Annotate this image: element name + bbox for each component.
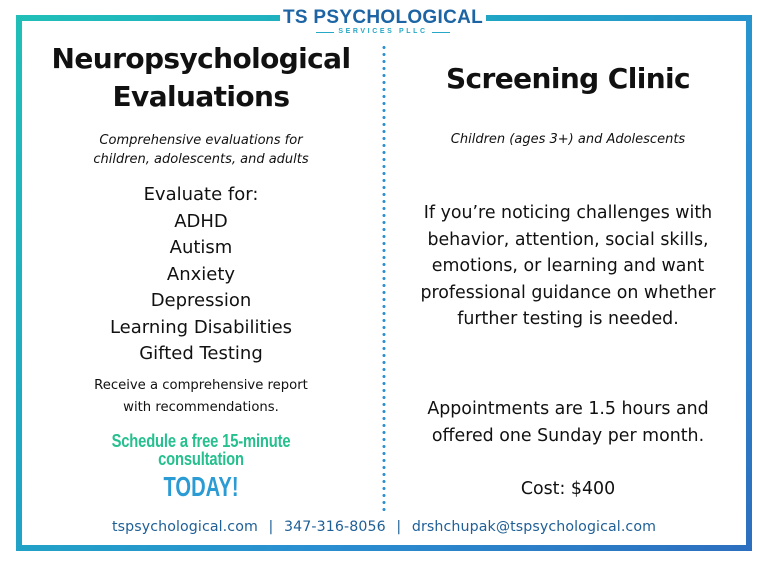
screening-title-text: Screening Clinic xyxy=(445,62,691,95)
screening-subtitle xyxy=(400,130,736,149)
website-link[interactable]: tspsychological.com xyxy=(111,519,258,535)
neuropsych-subtitle-line1: Comprehensive evaluations for xyxy=(99,133,303,148)
report-line2: with recommendations. xyxy=(123,400,279,415)
evaluate-list xyxy=(40,209,362,368)
evaluate-heading: Evaluate for: xyxy=(143,184,259,205)
evaluate-item-adhd: ADHD xyxy=(174,210,228,232)
appointments-info xyxy=(400,396,736,449)
cta-line1: Schedule a free 15-minute xyxy=(111,431,291,451)
evaluate-item-anxiety: Anxiety xyxy=(166,263,236,285)
cta-line2: consultation xyxy=(158,449,244,469)
footer-separator-1: | xyxy=(268,519,274,535)
screening-desc-line4: professional guidance on whether xyxy=(420,282,716,303)
email-link[interactable]: drshchupak@tspsychological.com xyxy=(411,519,657,535)
screening-desc-line5: further testing is needed. xyxy=(457,309,679,329)
screening-desc-line3: emotions, or learning and want xyxy=(431,256,705,276)
neuropsych-subtitle xyxy=(40,131,362,169)
brand-sub: SERVICES PLLC xyxy=(338,28,428,35)
screening-subtitle-text: Children (ages 3+) and Adolescents xyxy=(450,132,686,147)
appointments-line2: offered one Sunday per month. xyxy=(431,425,705,446)
screening-desc-line2: behavior, attention, social skills, xyxy=(427,229,709,250)
evaluate-item-learning-disabilities: Learning Disabilities xyxy=(109,316,293,338)
contact-footer xyxy=(0,519,768,535)
screening-desc-line1: If you’re noticing challenges with xyxy=(423,203,713,223)
brand-name: TS PSYCHOLOGICAL xyxy=(282,7,484,28)
cost-info xyxy=(400,476,736,503)
report-note xyxy=(40,375,362,419)
appointments-line1: Appointments are 1.5 hours and xyxy=(427,399,709,419)
evaluate-for-section xyxy=(40,182,362,368)
report-line1: Receive a comprehensive report xyxy=(94,378,308,393)
brand-logo xyxy=(280,5,486,37)
cta-today: TODAY! xyxy=(163,471,239,502)
cost-text: Cost: $400 xyxy=(520,479,616,499)
neuropsych-title-line2: Evaluations xyxy=(112,80,290,113)
neuropsych-title-line1: Neuropsychological xyxy=(51,42,351,75)
screening-title xyxy=(400,60,736,98)
phone-link[interactable]: 347-316-8056 xyxy=(284,519,386,535)
neuropsych-subtitle-line2: children, adolescents, and adults xyxy=(93,152,309,167)
dotted-divider xyxy=(382,44,386,512)
brand-sub-row xyxy=(280,28,486,36)
consultation-cta[interactable] xyxy=(40,432,362,502)
brand-line-left xyxy=(316,32,334,33)
evaluate-item-depression: Depression xyxy=(150,290,252,311)
brand-line-right xyxy=(432,32,450,33)
evaluate-item-gifted-testing: Gifted Testing xyxy=(139,343,263,364)
screening-description xyxy=(400,200,736,333)
neuropsych-title xyxy=(40,40,362,116)
footer-separator-2: | xyxy=(396,519,402,535)
evaluate-item-autism: Autism xyxy=(169,237,233,258)
